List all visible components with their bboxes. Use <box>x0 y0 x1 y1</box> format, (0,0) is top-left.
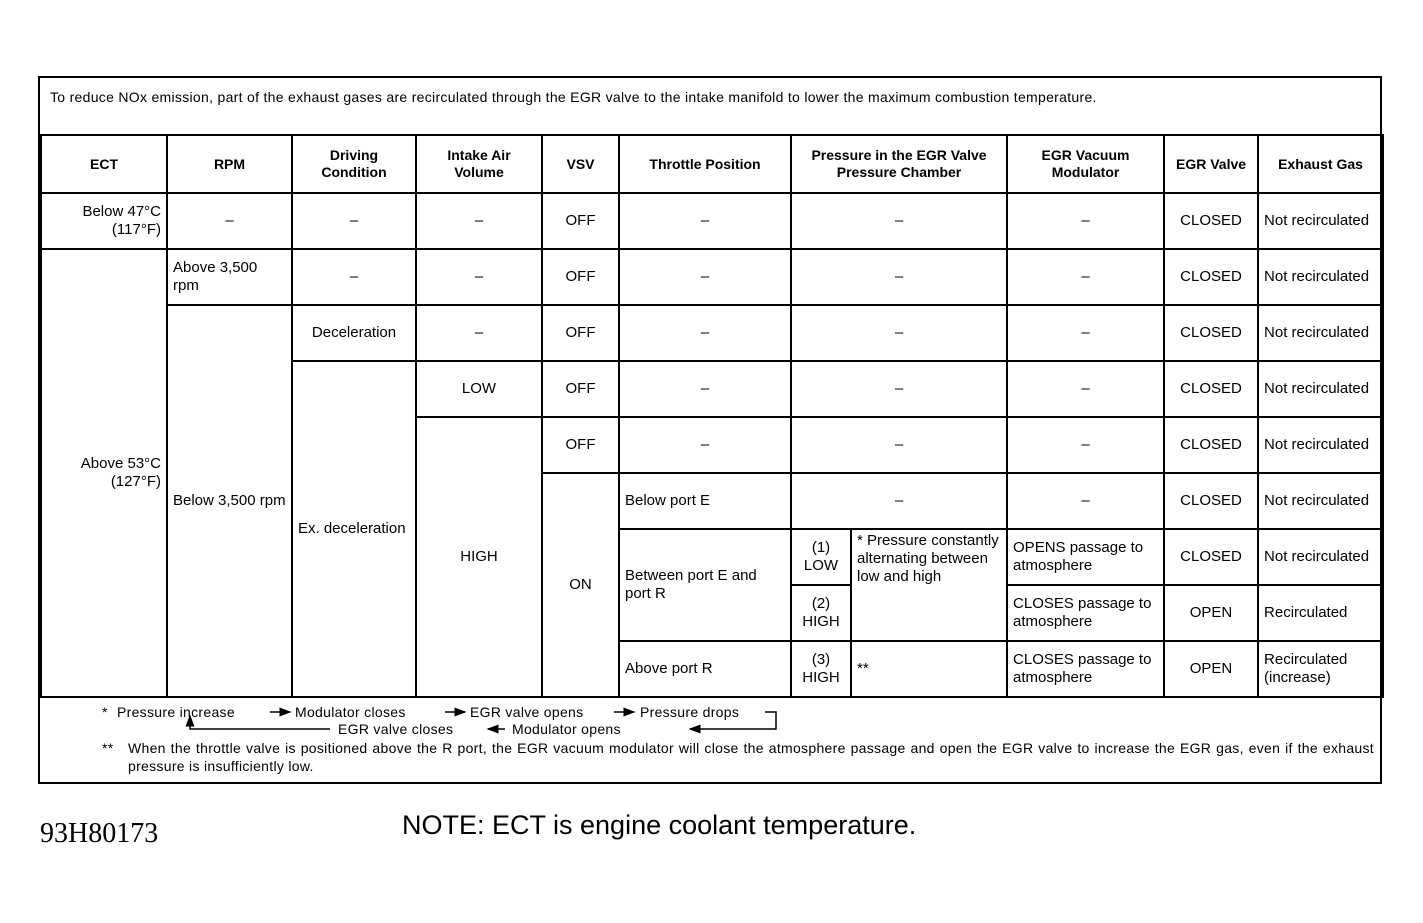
driving-cell: Deceleration <box>292 305 416 361</box>
pressure-step-cell: (1) LOW <box>791 529 851 585</box>
modulator-cell: – <box>1007 361 1164 417</box>
pressure-step-cell: (3) HIGH <box>791 641 851 697</box>
intake-cell: – <box>416 249 542 305</box>
header-pressure: Pressure in the EGR Valve Pressure Chamber <box>791 135 1007 193</box>
vsv-cell: OFF <box>542 193 619 249</box>
throttle-cell: Between port E and port R <box>619 529 791 641</box>
vsv-cell: OFF <box>542 417 619 473</box>
intake-cell: – <box>416 305 542 361</box>
rpm-cell: Below 3,500 rpm <box>167 305 292 697</box>
throttle-cell: – <box>619 305 791 361</box>
pressure-cell: – <box>791 249 1007 305</box>
header-exhaust-gas: Exhaust Gas <box>1258 135 1383 193</box>
driving-cell: – <box>292 193 416 249</box>
pressure-cell: – <box>791 305 1007 361</box>
modulator-cell: CLOSES passage to atmosphere <box>1007 641 1164 697</box>
throttle-cell: – <box>619 249 791 305</box>
pressure-step-cell: (2) HIGH <box>791 585 851 641</box>
valve-cell: CLOSED <box>1164 529 1258 585</box>
header-egr-valve: EGR Valve <box>1164 135 1258 193</box>
modulator-cell: – <box>1007 305 1164 361</box>
footnote-double-text: When the throttle valve is positioned above the R port, the EGR vacuum modulator will close the atmosphere passage and open the EGR valve to increase the EGR gas, even if the exhaust pressure is insufficiently low. <box>128 740 1374 774</box>
modulator-cell: – <box>1007 473 1164 529</box>
modulator-cell: – <box>1007 193 1164 249</box>
note-text: NOTE: ECT is engine coolant temperature. <box>402 810 917 840</box>
cycle-step-3: EGR valve opens <box>470 704 584 720</box>
header-driving-condition: Driving Condition <box>292 135 416 193</box>
exhaust-cell: Not recirculated <box>1258 473 1383 529</box>
modulator-cell: – <box>1007 417 1164 473</box>
exhaust-cell: Not recirculated <box>1258 305 1383 361</box>
pressure-note-cell: * Pressure constantly alternating between low and high <box>851 529 1007 641</box>
exhaust-cell: Not recirculated <box>1258 193 1383 249</box>
cycle-step-4: Pressure drops <box>640 704 740 720</box>
valve-cell: CLOSED <box>1164 473 1258 529</box>
header-vacuum-modulator: EGR Vacuum Modulator <box>1007 135 1164 193</box>
cycle-step-5: EGR valve closes <box>338 721 454 737</box>
cycle-step-2: Modulator closes <box>295 704 406 720</box>
driving-cell: Ex. deceleration <box>292 361 416 697</box>
vsv-cell: OFF <box>542 361 619 417</box>
ect-cell: Above 53°C (127°F) <box>41 249 167 697</box>
exhaust-cell: Not recirculated <box>1258 417 1383 473</box>
exhaust-cell: Not recirculated <box>1258 529 1383 585</box>
footnote-double-star: ** <box>102 740 114 756</box>
intro-text: To reduce NOx emission, part of the exhaust gases are recirculated through the EGR valve to the intake manifold to lower the maximum combustion temperature. <box>50 89 1097 105</box>
intake-cell: LOW <box>416 361 542 417</box>
pressure-cell: – <box>791 193 1007 249</box>
throttle-cell: – <box>619 417 791 473</box>
vsv-cell: OFF <box>542 249 619 305</box>
valve-cell: OPEN <box>1164 641 1258 697</box>
valve-cell: CLOSED <box>1164 193 1258 249</box>
valve-cell: CLOSED <box>1164 361 1258 417</box>
valve-cell: CLOSED <box>1164 249 1258 305</box>
exhaust-cell: Not recirculated <box>1258 361 1383 417</box>
header-intake-air-volume: Intake Air Volume <box>416 135 542 193</box>
ect-cell: Below 47°C (117°F) <box>41 193 167 249</box>
exhaust-cell: Recirculated <box>1258 585 1383 641</box>
modulator-cell: – <box>1007 249 1164 305</box>
modulator-cell: CLOSES passage to atmosphere <box>1007 585 1164 641</box>
pressure-note-cell: ** <box>851 641 1007 697</box>
pressure-cell: – <box>791 361 1007 417</box>
pressure-cell: – <box>791 473 1007 529</box>
valve-cell: CLOSED <box>1164 305 1258 361</box>
pressure-cell: – <box>791 417 1007 473</box>
vsv-cell: ON <box>542 473 619 697</box>
modulator-cell: OPENS passage to atmosphere <box>1007 529 1164 585</box>
footnote-star: * <box>102 704 108 720</box>
figure-code: 93H80173 <box>40 818 159 849</box>
driving-cell: – <box>292 249 416 305</box>
cycle-step-1: Pressure increase <box>117 704 235 720</box>
header-vsv: VSV <box>542 135 619 193</box>
throttle-cell: Below port E <box>619 473 791 529</box>
header-ect: ECT <box>41 135 167 193</box>
vsv-cell: OFF <box>542 305 619 361</box>
intake-cell: – <box>416 193 542 249</box>
valve-cell: CLOSED <box>1164 417 1258 473</box>
intake-cell: HIGH <box>416 417 542 697</box>
throttle-cell: – <box>619 193 791 249</box>
cycle-step-6: Modulator opens <box>512 721 621 737</box>
header-rpm: RPM <box>167 135 292 193</box>
exhaust-cell: Recirculated (increase) <box>1258 641 1383 697</box>
rpm-cell: Above 3,500 rpm <box>167 249 292 305</box>
rpm-cell: – <box>167 193 292 249</box>
throttle-cell: Above port R <box>619 641 791 697</box>
arrow-up-icon <box>190 716 330 729</box>
arrow-return-icon <box>690 712 776 729</box>
valve-cell: OPEN <box>1164 585 1258 641</box>
header-throttle-position: Throttle Position <box>619 135 791 193</box>
throttle-cell: – <box>619 361 791 417</box>
exhaust-cell: Not recirculated <box>1258 249 1383 305</box>
